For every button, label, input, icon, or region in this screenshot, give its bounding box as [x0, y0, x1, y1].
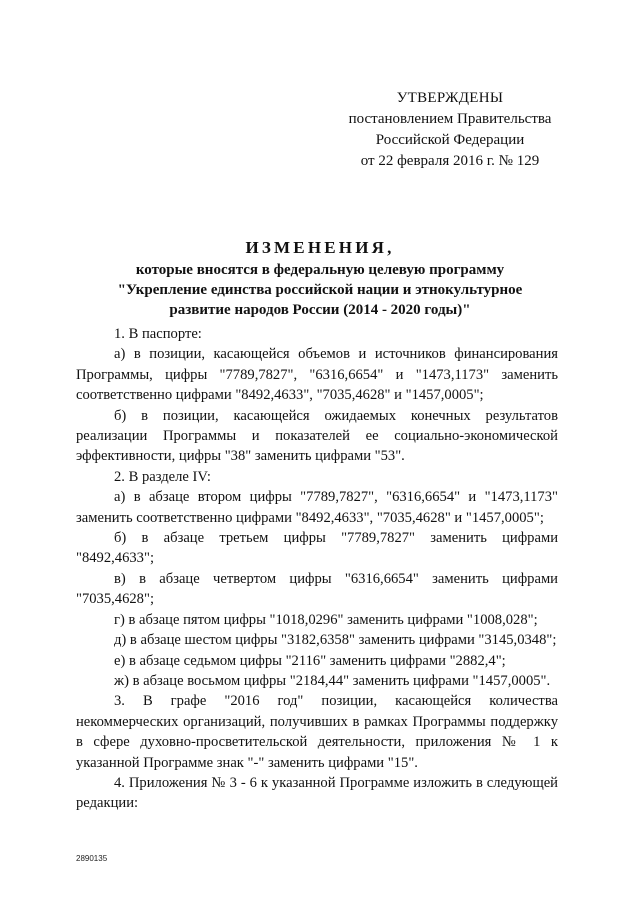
- approval-heading: УТВЕРЖДЕНЫ: [396, 90, 504, 106]
- title-line-2: "Укрепление единства российской нации и этнокультурное: [117, 282, 523, 298]
- paragraph-3: 3. В графе "2016 год" позиции, касающейся количества некоммерческих организаций, получивших в рамках Программы поддержку в сфере духовно-просветительской деятельности, приложения № 1 к указанной Программе знак "-" заменить цифрами "15".: [76, 693, 558, 771]
- paragraph-2zh: ж) в абзаце восьмом цифры "2184,44" заменить цифрами "1457,0005".: [114, 672, 551, 689]
- paragraph-2b: б) в абзаце третьем цифры "7789,7827" заменить цифрами "8492,4633";: [76, 530, 558, 567]
- document-body: [76, 324, 558, 814]
- approval-line-date: от 22 февраля 2016 г. № 129: [360, 153, 540, 169]
- title-heading: ИЗМЕНЕНИЯ,: [245, 238, 395, 257]
- document-title: [0, 236, 640, 320]
- approval-line-decree: постановлением Правительства: [348, 111, 552, 127]
- paragraph-4: 4. Приложения № 3 - 6 к указанной Программе изложить в следующей редакции:: [76, 774, 558, 812]
- paragraph-1a: а) в позиции, касающейся объемов и источников финансирования Программы, цифры "7789,7827", "6316,6654" и "1473,1173" заменить соответственно цифрами "8492,4633", "7035,4628" и "1457,0005";: [76, 346, 558, 404]
- paragraph-2a: а) в абзаце втором цифры "7789,7827", "6316,6654" и "1473,1173" заменить соответственно цифрами "8492,4633", "7035,4628" и "1457,0005";: [76, 489, 558, 526]
- paragraph-1b: б) в позиции, касающейся ожидаемых конечных результатов реализации Программы и показателей ее социально-экономической эффективности, цифры "38" заменить цифрами "53".: [76, 407, 558, 465]
- approval-block: [330, 88, 570, 172]
- title-line-1: которые вносятся в федеральную целевую программу: [135, 262, 505, 278]
- document-code: 2890135: [76, 854, 108, 863]
- title-line-3: развитие народов России (2014 - 2020 годы)": [169, 302, 471, 318]
- paragraph-1: 1. В паспорте:: [114, 326, 202, 342]
- paragraph-2d: д) в абзаце шестом цифры "3182,6358" заменить цифрами "3145,0348";: [114, 632, 557, 649]
- paragraph-2g: г) в абзаце пятом цифры "1018,0296" заменить цифрами "1008,028";: [114, 611, 538, 628]
- paragraph-2e: е) в абзаце седьмом цифры "2116" заменить цифрами "2882,4";: [114, 652, 506, 669]
- paragraph-2: 2. В разделе IV:: [114, 468, 211, 485]
- paragraph-2v: в) в абзаце четвертом цифры "6316,6654" заменить цифрами "7035,4628";: [76, 570, 558, 608]
- approval-line-federation: Российской Федерации: [375, 132, 525, 148]
